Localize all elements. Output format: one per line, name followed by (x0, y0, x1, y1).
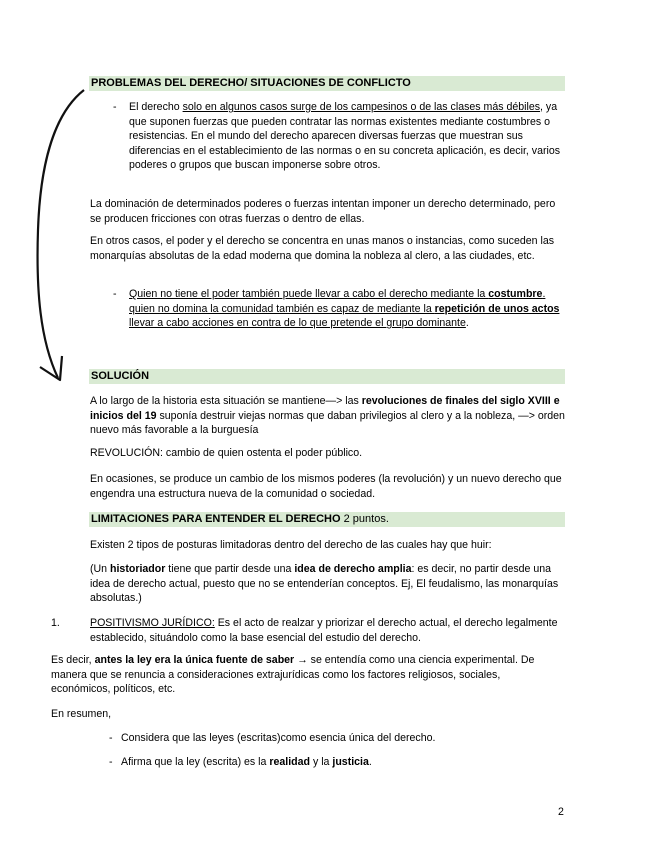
paragraph: En resumen, (51, 708, 112, 720)
section-heading-problemas: PROBLEMAS DEL DERECHO/ SITUACIONES DE CONFLICTO (89, 76, 565, 91)
bullet-dash: - (109, 732, 113, 744)
bullet-dash: - (113, 101, 117, 113)
numbered-item: POSITIVISMO JURÍDICO: Es el acto de realzar y priorizar el derecho actual, el derecho legalmente establecido, situándolo como la base esencial del estudio del derecho. (90, 617, 558, 644)
bullet-dash: - (109, 756, 113, 768)
section-heading-solucion: SOLUCIÓN (89, 369, 565, 384)
bullet-paragraph: Afirma que la ley (escrita) es la realidad y la justicia. (121, 756, 372, 768)
bullet-paragraph: Quien no tiene el poder también puede llevar a cabo el derecho mediante la costumbre. quien no domina la comunidad también es capaz de mediante la repetición de unos actos llevar a cabo acciones en contra de lo que pretende el grupo dominante. (129, 288, 560, 330)
paragraph: La dominación de determinados poderes o fuerzas intentan imponer un derecho determinado, pero se producen fricciones con otras fuerzas o dentro de ellas. (90, 198, 556, 225)
paragraph: (Un historiador tiene que partir desde una idea de derecho amplia: es decir, no partir desde una idea de derecho actual, puesto que no se entenderían conceptos. Ej, El feudalismo, las monarquías absolutas.) (90, 563, 559, 605)
bullet-paragraph: Considera que las leyes (escritas)como esencia única del derecho. (121, 732, 436, 744)
paragraph: En ocasiones, se produce un cambio de los mismos poderes (la revolución) y un nuevo derecho que engendra una estructura nueva de la comunidad o sociedad. (90, 473, 562, 500)
paragraph: A lo largo de la historia esta situación se mantiene—> las revoluciones de finales del siglo XVIII e inicios del 19 suponía destruir viejas normas que daban privilegios al clero y a la nobleza, —> orden nuevo más favorable a la burguesía (90, 395, 565, 437)
page-number: 2 (558, 806, 564, 818)
paragraph: Existen 2 tipos de posturas limitadoras dentro del derecho de las cuales hay que huir: (90, 539, 492, 551)
paragraph: Es decir, antes la ley era la única fuente de saber → se entendía como una ciencia experimental. De manera que se renuncia a consideraciones extrajurídicas como los factores religiosos, sociales, económicos, políticos, etc. (51, 654, 535, 696)
list-number: 1. (51, 617, 60, 629)
bullet-paragraph: El derecho solo en algunos casos surge de los campesinos o de las clases más débiles, ya que suponen fuerzas que pueden contratar las normas existentes mediante costumbres o resistencias. En el mundo del derecho aparecen diversas fuerzas que muestran sus diferencias en el establecimiento de las normas o en su concreta aplicación, es decir, varios poderes o grupos que buscan imponerse sobre otros. (129, 101, 561, 172)
section-heading-limitaciones: LIMITACIONES PARA ENTENDER EL DERECHO 2 puntos. (89, 512, 565, 527)
bullet-dash: - (113, 288, 117, 300)
paragraph: En otros casos, el poder y el derecho se concentra en unas manos o instancias, como suceden las monarquías absolutas de la edad moderna que domina la nobleza al clero, a las ciudades, etc. (90, 235, 555, 262)
paragraph: REVOLUCIÓN: cambio de quien ostenta el poder público. (90, 447, 363, 459)
